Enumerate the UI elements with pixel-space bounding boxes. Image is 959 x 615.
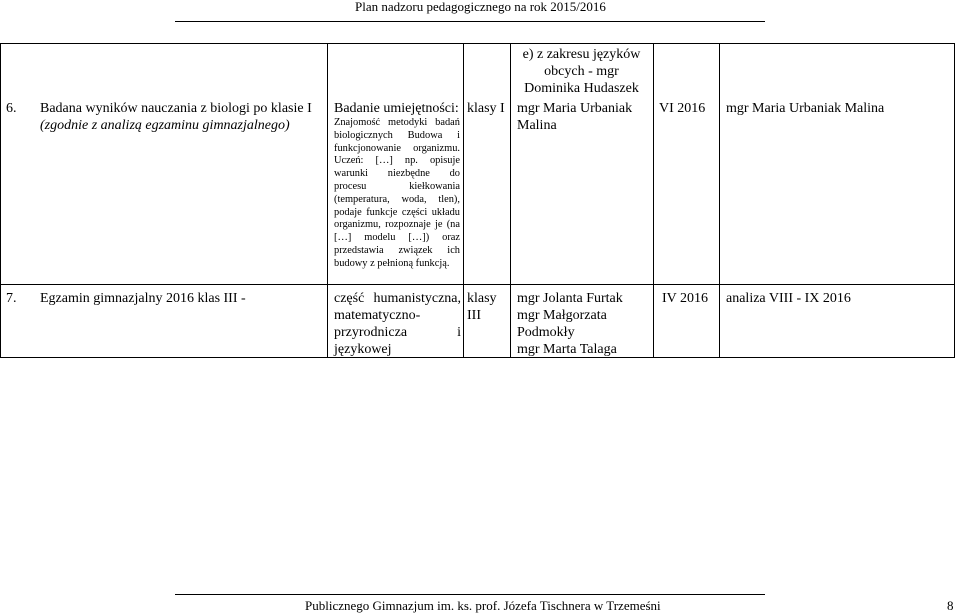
row-6-number: 6. — [6, 101, 17, 116]
row-7-classes: klasy III — [467, 291, 497, 323]
teacher-name: mgr Jolanta Furtak — [517, 291, 623, 306]
row-6-date: VI 2016 — [659, 101, 706, 116]
table-column-border — [463, 43, 464, 358]
row-7-teachers — [517, 290, 650, 358]
header-rule — [175, 21, 765, 22]
row-6-title: Badana wyników nauczania z biologi po klasie I — [40, 101, 312, 116]
row-7-number: 7. — [6, 291, 17, 306]
footer-school-name: Publicznego Gimnazjum im. ks. prof. Józefa Tischnera w Trzemeśni — [305, 598, 661, 613]
row-6-classes: klasy I — [467, 101, 505, 116]
row-6-teacher: mgr Maria Urbaniak Malina — [517, 101, 633, 133]
row-6-responsible: mgr Maria Urbaniak Malina — [726, 101, 885, 116]
row-6-subtitle: (zgodnie z analizą egzaminu gimnazjalnego) — [40, 118, 290, 133]
table-column-border — [327, 43, 328, 358]
row-7-scope: część humanistyczna, matematyczno- przyrodnicza i językowej — [334, 291, 461, 357]
teacher-name: mgr Marta Talaga — [517, 342, 617, 357]
row-6-scope-details: Znajomość metodyki badań biologicznych Budowa i funkcjonowanie organizmu. Uczeń: […] np. opisuje warunki niezbędne do procesu kiełkowania (temperatura, woda, tlen), podaje funkcje części układu organizmu, rozpoznaje je (na […] modelu […]) oraz przedstawia związek ich budowy z pełnioną funkcją. — [334, 117, 460, 269]
page-number: 8 — [947, 598, 954, 613]
table-column-border — [719, 43, 720, 358]
table-column-border — [0, 43, 1, 358]
table-row-border — [0, 357, 955, 358]
page-header-title: Plan nadzoru pedagogicznego na rok 2015/2016 — [355, 0, 606, 14]
table-row-border — [0, 43, 955, 44]
row-7-date: IV 2016 — [662, 291, 709, 306]
table-column-border — [954, 43, 955, 358]
row-7-responsible: analiza VIII - IX 2016 — [726, 291, 851, 306]
teacher-name: mgr Małgorzata Podmokły — [517, 308, 607, 340]
row-6-scope-label: Badanie umiejętności: — [334, 101, 459, 116]
row-7-title: Egzamin gimnazjalny 2016 klas III - — [40, 291, 246, 306]
table-column-border — [653, 43, 654, 358]
footer-rule — [175, 594, 765, 595]
previous-row-language-note: e) z zakresu języków obcych - mgr Dominika Hudaszek — [522, 47, 641, 96]
table-row-border — [0, 284, 955, 285]
table-column-border — [510, 43, 511, 358]
